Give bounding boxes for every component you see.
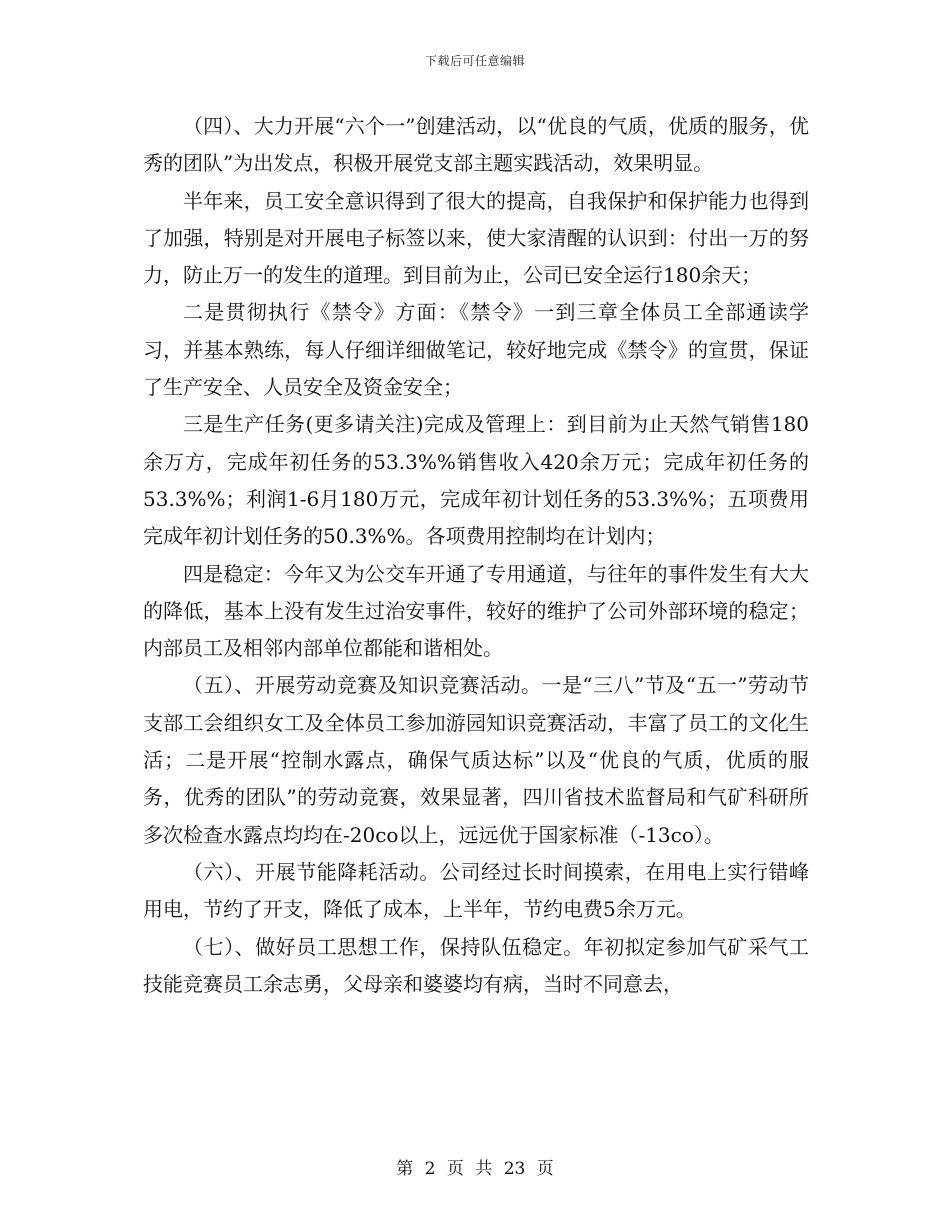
paragraph-6-energy: （六）、开展节能降耗活动。公司经过长时间摸索，在用电上实行错峰用电，节约了开支，降低了成本，上半年，节约电费5余万元。 [143, 859, 809, 922]
paragraph-7-staff: （七）、做好员工思想工作，保持队伍稳定。年初拟定参加气矿采气工技能竞赛员工余志勇，父母亲和婆婆均有病，当时不同意去， [143, 934, 809, 996]
document-body [143, 108, 809, 1003]
paragraph-4: （四）、大力开展“六个一”创建活动，以“优良的气质，优质的服务，优秀的团队”为出发点，积极开展党支部主题实践活动，效果明显。 [143, 114, 809, 176]
paragraph-stability: 四是稳定：今年又为公交车开通了专用通道，与往年的事件发生有大大的降低，基本上没有发生过治安事件，较好的维护了公司外部环境的稳定；内部员工及相邻内部单位都能和谐相处。 [143, 561, 809, 661]
paragraph-safety: 半年来，员工安全意识得到了很大的提高，自我保护和保护能力也得到了加强，特别是对开展电子标签以来，使大家清醒的认识到：付出一万的努力，防止万一的发生的道理。到目前为止，公司已安全运行180余天； [143, 188, 809, 288]
paragraph-production: 三是生产任务(更多请关注)完成及管理上：到目前为止天然气销售180余万方，完成年初任务的53.3%%销售收入420余万元；完成年初任务的53.3%%；利润1-6月180万元，完成年初计划任务的53.3%%；五项费用完成年初计划任务的50.3%%。各项费用控制均在计划内； [143, 412, 809, 549]
page-header: 下载后可任意编辑 [424, 54, 525, 68]
page-footer: 第 2 页 共 23 页 [396, 1159, 554, 1179]
paragraph-ban-orders: 二是贯彻执行《禁令》方面：《禁令》一到三章全体员工全部通读学习，并基本熟练，每人仔细详细做笔记，较好地完成《禁令》的宣贯，保证了生产安全、人员安全及资金安全； [143, 300, 809, 400]
paragraph-5-competition: （五）、开展劳动竞赛及知识竞赛活动。一是“三八”节及“五一”劳动节支部工会组织女工及全体员工参加游园知识竞赛活动，丰富了员工的文化生活；二是开展“控制水露点，确保气质达标”以及“优良的气质，优质的服务，优秀的团队”的劳动竞赛，效果显著，四川省技术监督局和气矿科研所多次检查水露点均均在-20co以上，远远优于国家标准（-13co）。 [143, 673, 809, 847]
